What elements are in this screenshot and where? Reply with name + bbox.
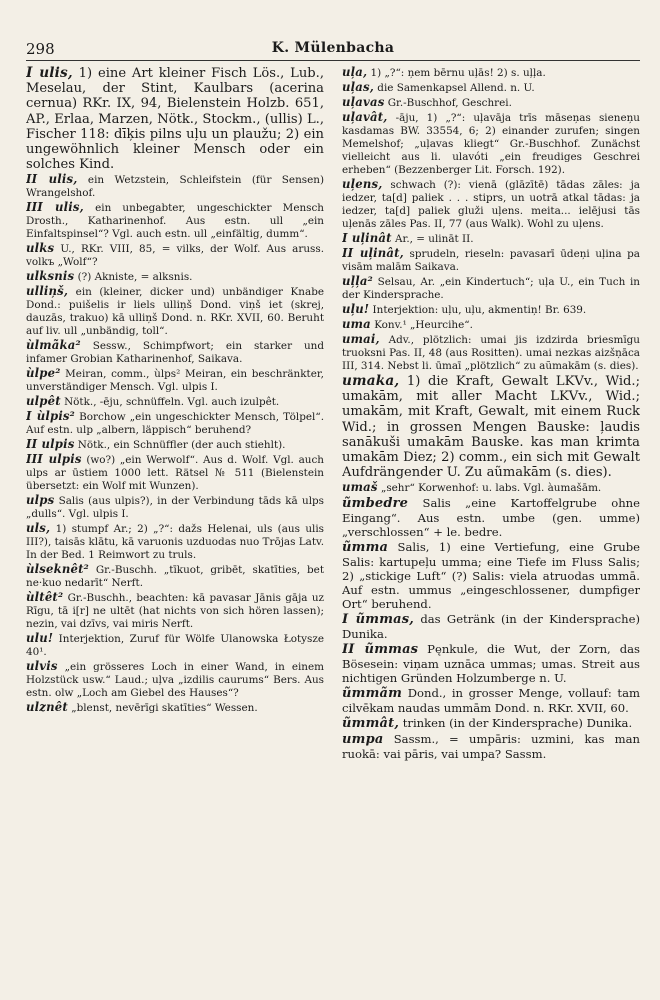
dictionary-entry (26, 522, 324, 562)
entry-text: Interjektion, Zuruf für Wölfe Ulanowska Łotysze 40¹. (26, 633, 324, 659)
dictionary-entry (342, 318, 640, 332)
dictionary-entry (342, 642, 640, 685)
entry-text: die Samenkapsel Allend. n. U. (374, 82, 535, 94)
entry-text: trinken (in der Kindersprache) Dunika. (399, 716, 633, 731)
entry-text: Sessw., Schimpfwort; ein starker und infamer Grobian Katharinenhof, Saikava. (26, 340, 324, 366)
entry-headword: umpa (342, 732, 384, 748)
entry-headword: umaka, (342, 373, 400, 389)
dictionary-entry (342, 374, 640, 480)
dictionary-entry (26, 494, 324, 521)
dictionary-page (26, 38, 640, 988)
entry-headword: uļens, (342, 177, 383, 191)
entry-headword: III ulpis (26, 452, 82, 467)
page-number: 298 (26, 40, 55, 58)
right-column (342, 66, 640, 986)
entry-headword: ũmma (342, 540, 389, 556)
entry-headword: ulznêt (26, 700, 68, 715)
entry-headword: ùlseknêt² (26, 562, 89, 577)
entry-headword: uma (342, 317, 371, 331)
entry-text: Meiran, comm., ùlps² Meiran, ein beschränkter, unverständiger Mensch. Vgl. ulpis I. (26, 368, 324, 394)
entry-text: Gr.-Buschh. „tīkuot, gribēt, skatīties, bet ne·kuo nedarīt“ Nerft. (26, 564, 324, 590)
dictionary-entry (342, 686, 640, 715)
entry-headword: ulvis (26, 659, 58, 674)
entry-headword: umaš (342, 480, 378, 495)
entry-text: Salis „eine Kartoffelgrube ohne Eingang“. Aus estn. umbe (gen. umme) „verschlossen“ + le. bedre. (342, 496, 640, 540)
entry-headword: ulu! (26, 631, 54, 646)
entry-text: Salis, 1) eine Vertiefung, eine Grube Salis: kartupeļu umma; eine Tiefe im Fluss Salis; 2) „stickige Luft“ (?) Salis: viela atruodas ummā. Auf estn. ummus „eingeschlossener, dumpfiger Ort“ beruhend. (342, 540, 640, 612)
entry-headword: uļavât, (342, 110, 388, 124)
page-header (26, 38, 640, 61)
entry-text: 1) die Kraft, Gewalt LKVv., Wid.; umakām, mit aller Macht LKVv., Wid.; umakām, mit Kraft, Gewalt, mit einem Ruck Wid.; in grossen Mengen Bauske: ļaudis sanākuši umakām Bauske. kas man krimta umakām Diez; 2) comm., ein sich mit Gewalt Aufdrängender U. Zu aũmakām (s. dies). (342, 374, 640, 481)
entry-headword: II ũmmas (342, 642, 419, 658)
left-column (26, 66, 324, 986)
entry-text: (?) Akniste, = alksnis. (74, 271, 193, 284)
dictionary-entry (26, 660, 324, 700)
entry-headword: umai, (342, 332, 380, 346)
dictionary-entry (26, 173, 324, 200)
entry-headword: uļavas (342, 95, 385, 109)
entry-text: Gr.-Buschh., beachten: kā pavasar Jānis gāja uz Rīgu, tā i[r] ne ultēt (hat nichts von sich hören lassen); nezin, vai dzīvs, vai miris Nerft. (26, 592, 324, 631)
dictionary-entry (26, 395, 324, 409)
dictionary-entry (342, 732, 640, 761)
entry-headword: uļa, (342, 66, 368, 79)
entry-headword: ũmbedre (342, 496, 409, 512)
dictionary-entry (26, 201, 324, 241)
dictionary-entry (26, 66, 324, 172)
entry-text: 1) eine Art kleiner Fisch Lös., Lub., Meselau, der Stint, Kaulbars (acerina cernua) RKr. IX, 94, Bielenstein Holzb. 651, AP., Erlaa, Marzen, Nötk., Stockm., (ullis) L., Fischer 118: dīķis pilns uļu un plaužu; 2) ein ungewöhnlich kleiner Mensch oder ein solches Kind. (26, 66, 324, 173)
entry-text: ein Wetzstein, Schleifstein (für Sensen) Wrangelshof. (26, 174, 324, 200)
dictionary-entry (26, 453, 324, 493)
entry-headword: II uļinât, (342, 246, 404, 260)
entry-text: Ar., = ulināt II. (391, 233, 474, 245)
entry-text: Konv.¹ „Heurcihe“. (370, 319, 473, 331)
entry-headword: ulliņš, (26, 284, 69, 299)
entry-headword: ùlmãka² (26, 338, 81, 353)
entry-text: Selsau, Ar. „ein Kindertuch“; uļa U., ein Tuch in der Kindersprache. (342, 276, 640, 301)
dictionary-entry (342, 96, 640, 110)
dictionary-entry (342, 303, 640, 317)
entry-text: Nötk., ein Schnüffler (der auch stiehlt). (74, 439, 286, 452)
entry-headword: uļas, (342, 80, 374, 94)
dictionary-entry (26, 701, 324, 715)
dictionary-entry (342, 612, 640, 641)
entry-text: Borchow „ein ungeschickter Mensch, Tölpel“. Auf estn. ulp „albern, läppisch“ beruhend? (26, 411, 324, 437)
entry-headword: I ũmmas, (342, 612, 414, 628)
entry-headword: ũmmât, (342, 716, 400, 732)
entry-text: sprudeln, rieseln: pavasarī ūdeņi uļina pa visām malām Saikava. (342, 248, 640, 273)
dictionary-entry (26, 438, 324, 452)
dictionary-entry (342, 275, 640, 302)
dictionary-entry (26, 285, 324, 338)
entry-headword: ùltêt² (26, 590, 64, 605)
entry-headword: I ùlpis² (26, 409, 75, 424)
dictionary-entry (26, 339, 324, 366)
dictionary-entry (342, 481, 640, 495)
dictionary-entry (342, 111, 640, 177)
entry-headword: II ulis, (26, 172, 78, 187)
dictionary-entry (26, 270, 324, 284)
entry-text: Dond., in grosser Menge, vollauf: tam cilvēkam naudas ummām Dond. n. RKr. XVII, 60. (342, 686, 640, 716)
entry-headword: II ulpis (26, 437, 75, 452)
entry-text: 1) stumpf Ar.; 2) „?“: dažs Helenai, uls (aus ulis III?), taisās klātu, kā varuonis uzduodas nuo Trōjas Latv. In der Bed. 1 Reimwort zu truls. (26, 523, 324, 562)
entry-text: Interjektion: uļu, uļu, akmentiņ! Br. 639. (369, 304, 587, 316)
dictionary-entry (26, 242, 324, 269)
dictionary-entry (26, 591, 324, 631)
entry-headword: uļļa² (342, 274, 373, 288)
entry-headword: ũmmãm (342, 686, 403, 702)
entry-headword: ulpêt (26, 394, 61, 409)
entry-text: -āju, 1) „?“: uļavāja trīs māseņas sieneņu kasdamas BW. 33554, 6; 2) einander zurufen; singen Memelshof; „uļavas kliegt“ Gr.-Buschhof. Zunächst vielleicht aus li. ulavóti „ein freudiges Geschrei erheben“ (Bezzenberger Lit. Forsch. 192). (342, 112, 640, 176)
entry-headword: I ulis, (26, 66, 73, 81)
entry-text: „sehr“ Korwenhof: u. labs. Vgl. àumašām. (377, 482, 602, 495)
entry-headword: ulps (26, 493, 55, 508)
entry-text: U., RKr. VIII, 85, = vilks, der Wolf. Aus aruss. volkъ „Wolf“? (26, 243, 324, 269)
dictionary-entry (342, 716, 640, 731)
dictionary-entry (342, 496, 640, 539)
dictionary-entry (26, 410, 324, 437)
columns (26, 66, 640, 986)
entry-headword: ulksnis (26, 269, 75, 284)
dictionary-entry (342, 232, 640, 246)
entry-text: schwach (?): vienā (glāzītē) tādas zāles: ja iedzer, ta[d] paliek . . . stiprs, un uotrā atkal tādas: ja iedzer, ta[d] paliek gluži uļens. meita... ielējusi tās uļenās zāles Pas. II, 77 (aus Walk). Wohl zu uļens. (342, 179, 640, 230)
entry-text: Nötk., -ēju, schnüffeln. Vgl. auch izulpêt. (60, 396, 280, 409)
entry-text: Gr.-Buschhof, Geschrei. (384, 97, 512, 109)
entry-text: ein unbegabter, ungeschickter Mensch Drosth., Katharinenhof. Aus estn. ull „ein Einfaltspinsel“? Vgl. auch estn. ull „einfältig, dumm“. (26, 202, 324, 241)
entry-text: (wo?) „ein Werwolf“. Aus d. Wolf. Vgl. auch ulps ar ūstiem 1000 lett. Rätsel № 511 (Bielenstein übersetzt: ein Wolf mit Wunzen). (26, 454, 324, 493)
entry-headword: uls, (26, 521, 51, 536)
entry-headword: III ulis, (26, 200, 84, 215)
dictionary-entry (342, 178, 640, 231)
dictionary-entry (26, 367, 324, 394)
dictionary-entry (26, 632, 324, 659)
entry-text: 1) „?“: ņem bērnu uļās! 2) s. uļļa. (367, 67, 546, 79)
entry-text: Adv., plötzlich: umai jis izdzirda briesmīgu truoksni Pas. II, 48 (aus Rositten). umai nezkas aizšņāca III, 314. Nebst li. ūmaī „plötzlich“ zu aũmakām (s. dies). (342, 334, 640, 372)
entry-text: ein (kleiner, dicker und) unbändiger Knabe Dond.: puišelis ir liels ulliņš Dond. viņš iet (skrej, dauzās, trakuo) kā ulliņš Dond. n. RKr. XVII, 60. Beruht auf liv. ull „unbändig, toll“. (26, 286, 324, 338)
entry-text: Salis (aus ulpis?), in der Verbindung tāds kā ulps „dulls“. Vgl. ulpis I. (26, 495, 324, 521)
entry-text: das Getränk (in der Kindersprache) Dunika. (342, 612, 640, 642)
running-head: K. Mülenbacha (271, 40, 395, 56)
dictionary-entry (342, 247, 640, 274)
entry-text: Pęnkule, die Wut, der Zorn, das Bösesein: viņam uznāca ummas; umas. Streit aus nichtigen Gründen Holzumberge n. U. (342, 642, 640, 686)
entry-headword: I uļinât (342, 231, 392, 245)
dictionary-entry (342, 66, 640, 80)
entry-text: „ein grösseres Loch in einer Wand, in einem Holzstück usw.“ Laud.; uļva „izdilis caurums“ Bers. Aus estn. olw „Loch am Giebel des Hauses“? (26, 661, 324, 700)
entry-text: „blenst, nevērīgi skatīties“ Wessen. (67, 702, 258, 715)
dictionary-entry (342, 540, 640, 611)
dictionary-entry (342, 81, 640, 95)
entry-text: Sassm., = umpāris: uzmini, kas man ruokā: vai pāris, vai umpa? Sassm. (342, 732, 640, 762)
dictionary-entry (342, 333, 640, 373)
entry-headword: uļu! (342, 302, 370, 316)
entry-headword: ùlpe² (26, 366, 61, 381)
dictionary-entry (26, 563, 324, 590)
entry-headword: ulks (26, 241, 55, 256)
